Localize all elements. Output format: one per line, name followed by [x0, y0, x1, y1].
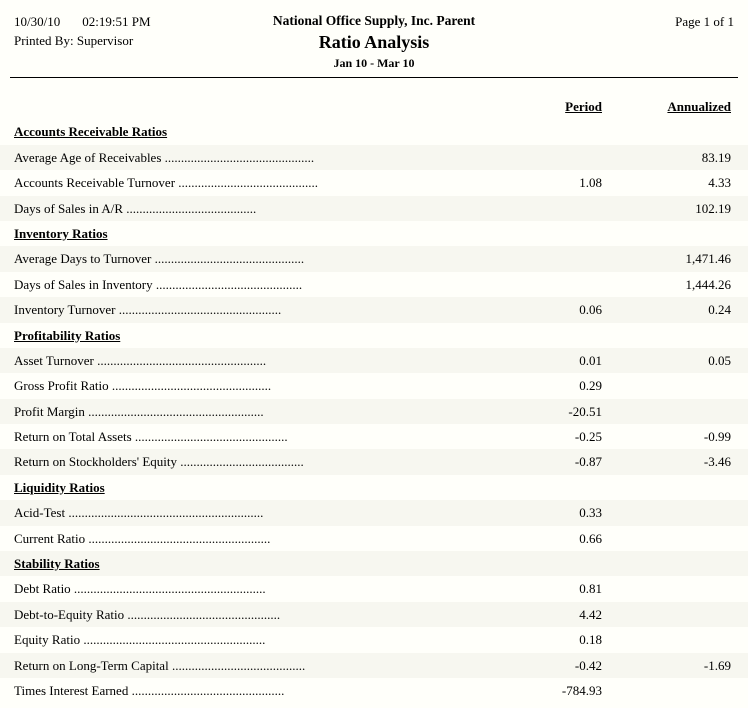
period-value: 0.33	[579, 505, 602, 521]
ratio-label: Days of Sales in Inventory .............................................	[14, 276, 303, 292]
period-value: -0.87	[574, 454, 602, 470]
ratio-row	[0, 145, 748, 170]
section-period-spacer	[492, 323, 602, 348]
ratio-label: Average Days to Turnover ..............................................	[14, 251, 305, 267]
period-value	[492, 196, 602, 221]
ratio-label: Times Interest Earned ...............................................	[14, 682, 285, 698]
annualized-value: -3.46	[703, 454, 731, 470]
ratio-row	[0, 627, 748, 652]
company-name: National Office Supply, Inc. Parent	[272, 13, 476, 28]
annualized-value	[602, 576, 731, 601]
annualized-value: 4.33	[708, 175, 731, 191]
section-heading: Accounts Receivable Ratios	[14, 124, 168, 140]
ratio-label: Current Ratio ........................................................	[14, 530, 271, 546]
section-period-spacer	[492, 551, 602, 576]
column-headers	[0, 94, 748, 119]
section-annualized-spacer	[602, 221, 731, 246]
annualized-value: 83.19	[701, 149, 731, 165]
ratio-row	[0, 602, 748, 627]
section-heading: Liquidity Ratios	[14, 479, 105, 495]
ratio-label: Debt Ratio ...........................................................	[14, 581, 266, 597]
ratio-label: Acid-Test ............................................................	[14, 505, 264, 521]
header-center	[204, 12, 544, 71]
ratio-row	[0, 272, 748, 297]
period-value: -0.25	[574, 429, 602, 445]
report-time: 02:19:51 PM	[82, 14, 151, 29]
header-left	[14, 12, 204, 50]
annualized-value	[602, 627, 731, 652]
ratio-row	[0, 373, 748, 398]
ratio-row	[0, 246, 748, 271]
section-annualized-spacer	[602, 119, 731, 144]
annualized-value	[602, 678, 731, 703]
section-heading: Stability Ratios	[14, 556, 100, 572]
period-value: -784.93	[561, 682, 602, 698]
annualized-value: -1.69	[703, 657, 731, 673]
ratio-row	[0, 297, 748, 322]
annualized-value	[602, 373, 731, 398]
ratio-row	[0, 653, 748, 678]
ratio-label: Return on Stockholders' Equity ......................................	[14, 454, 304, 470]
ratio-row	[0, 500, 748, 525]
annualized-value: 0.05	[708, 352, 731, 368]
period-value: 0.06	[579, 302, 602, 318]
ratio-row	[0, 424, 748, 449]
period-column-header: Period	[565, 99, 602, 114]
period-value: 0.01	[579, 352, 602, 368]
ratio-label: Return on Long-Term Capital .........................................	[14, 657, 306, 673]
period-value: 0.66	[579, 530, 602, 546]
annualized-column-header: Annualized	[667, 99, 731, 114]
section-heading-row	[0, 323, 748, 348]
section-period-spacer	[492, 119, 602, 144]
section-annualized-spacer	[602, 475, 731, 500]
annualized-value: 102.19	[695, 200, 731, 216]
annualized-value: 1,444.26	[685, 276, 731, 292]
ratio-label: Days of Sales in A/R ........................................	[14, 200, 257, 216]
section-period-spacer	[492, 221, 602, 246]
ratio-label: Average Age of Receivables ..............................................	[14, 149, 315, 165]
ratio-label: Equity Ratio ........................................................	[14, 632, 266, 648]
period-value: 0.29	[579, 378, 602, 394]
period-value	[492, 272, 602, 297]
ratio-label: Profit Margin ......................................................	[14, 403, 264, 419]
report-body	[0, 119, 748, 703]
period-value: -0.42	[574, 657, 602, 673]
section-heading-row	[0, 475, 748, 500]
annualized-value	[602, 526, 731, 551]
page-number: Page 1 of 1	[675, 14, 734, 29]
period-value: -20.51	[568, 403, 602, 419]
section-period-spacer	[492, 475, 602, 500]
section-annualized-spacer	[602, 323, 731, 348]
ratio-row	[0, 399, 748, 424]
annualized-value	[602, 399, 731, 424]
report-header	[0, 12, 748, 71]
period-value: 1.08	[579, 175, 602, 191]
ratio-row	[0, 678, 748, 703]
ratio-row	[0, 196, 748, 221]
ratio-row	[0, 449, 748, 474]
ratio-label: Return on Total Assets ...............................................	[14, 429, 288, 445]
ratio-row	[0, 526, 748, 551]
ratio-label: Debt-to-Equity Ratio ...............................................	[14, 606, 281, 622]
period-value: 4.42	[579, 606, 602, 622]
section-heading-row	[0, 119, 748, 144]
annualized-value: -0.99	[703, 429, 731, 445]
period-value	[492, 145, 602, 170]
annualized-value: 0.24	[708, 302, 731, 318]
report-title: Ratio Analysis	[318, 32, 430, 52]
section-annualized-spacer	[602, 551, 731, 576]
section-heading-row	[0, 221, 748, 246]
period-range: Jan 10 - Mar 10	[333, 56, 415, 70]
section-heading: Inventory Ratios	[14, 225, 108, 241]
annualized-value	[602, 500, 731, 525]
header-divider	[10, 77, 738, 78]
ratio-label: Inventory Turnover ..................................................	[14, 302, 282, 318]
annualized-value	[602, 602, 731, 627]
report-date: 10/30/10	[14, 14, 61, 29]
ratio-label: Asset Turnover ....................................................	[14, 352, 267, 368]
ratio-row	[0, 576, 748, 601]
ratio-row	[0, 348, 748, 373]
section-heading: Profitability Ratios	[14, 327, 121, 343]
ratio-label: Accounts Receivable Turnover ...........................................	[14, 175, 319, 191]
annualized-value: 1,471.46	[685, 251, 731, 267]
printed-by: Printed By: Supervisor	[14, 33, 134, 48]
period-value: 0.18	[579, 632, 602, 648]
date-time-line	[14, 12, 204, 31]
ratio-row	[0, 170, 748, 195]
period-value	[492, 246, 602, 271]
period-value: 0.81	[579, 581, 602, 597]
ratio-label: Gross Profit Ratio .................................................	[14, 378, 272, 394]
section-heading-row	[0, 551, 748, 576]
label-column-spacer	[14, 94, 492, 119]
